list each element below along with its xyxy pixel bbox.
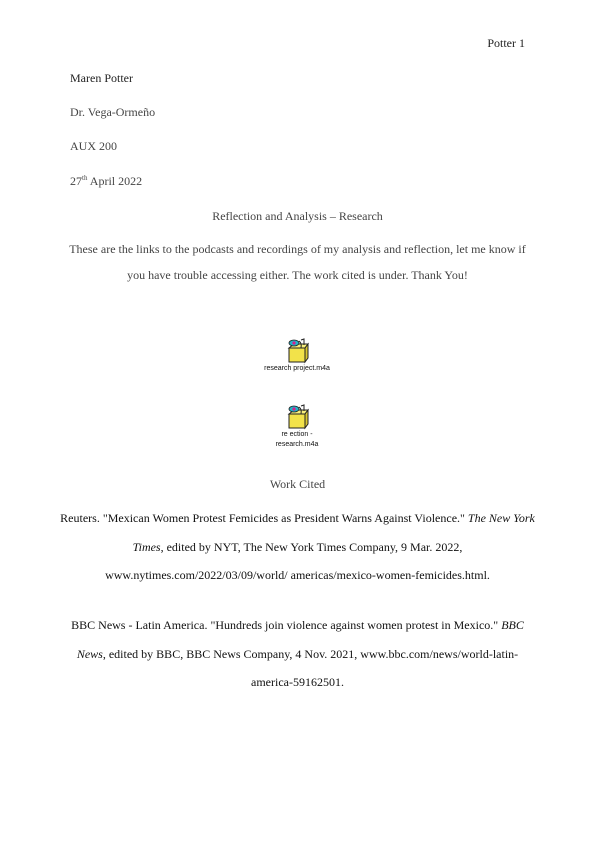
citation-text: BBC News - Latin America. "Hundreds join violence against women protest in Mexico." (71, 618, 502, 632)
attachment-research-project[interactable] (237, 338, 357, 374)
attachment-label-line2: research.m4a (275, 441, 319, 448)
citation-details: , edited by BBC, BBC News Company, 4 Nov. 2021, www.bbc.com/news/world-latin-america-59162501. (102, 646, 519, 689)
paper-title: Reflection and Analysis – Research (212, 209, 383, 223)
attachment-label-line1: re ection - (281, 431, 313, 438)
date (70, 174, 142, 189)
course-code: AUX 200 (70, 139, 117, 153)
citation-entry (60, 504, 535, 590)
intro-paragraph: These are the links to the podcasts and recordings of my analysis and reflection, let me know if you have trouble accessing either. The work cited is under. Thank You! (69, 242, 526, 282)
citation-text: Reuters. "Mexican Women Protest Femicides as President Warns Against Violence." (60, 511, 468, 525)
running-head: Potter 1 (487, 36, 525, 50)
works-cited-heading: Work Cited (269, 477, 326, 491)
author-name: Maren Potter (70, 71, 133, 85)
attachment-label: research project.m4a (264, 365, 330, 372)
instructor-name: Dr. Vega-Ormeño (70, 105, 156, 119)
audio-file-icon (285, 404, 309, 430)
attachment-reflection-research[interactable] (237, 404, 357, 450)
citation-container: The New York Times (132, 511, 535, 554)
citation-details: , edited by NYT, The New York Times Company, 9 Mar. 2022, www.nytimes.com/2022/03/09/world/ americas/mexico-women-femicides.html. (105, 539, 490, 582)
date-rest: April 2022 (87, 174, 143, 188)
citation-entry (60, 611, 535, 697)
audio-file-icon (285, 338, 309, 364)
date-day: 27 (70, 174, 82, 188)
date-suffix: th (82, 174, 88, 182)
citation-container: BBC News (76, 618, 524, 661)
